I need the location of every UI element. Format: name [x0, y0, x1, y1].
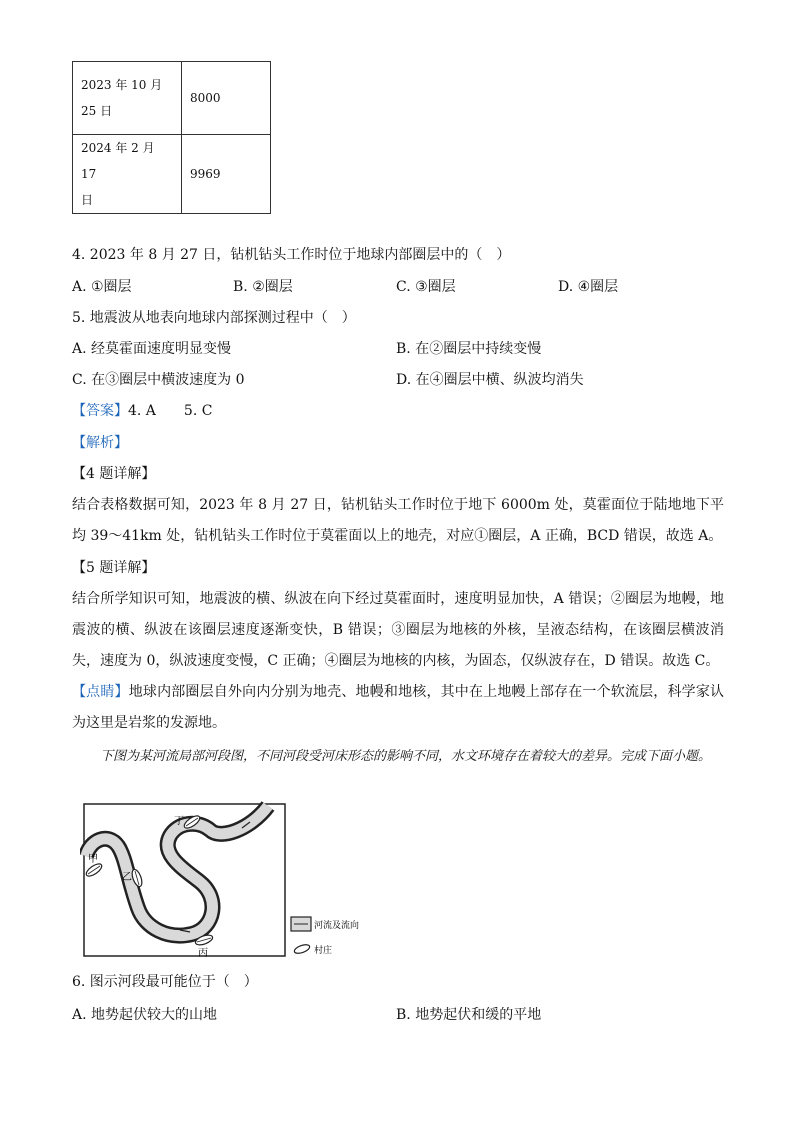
answer-text: 4. A 5. C	[128, 403, 213, 419]
answer-tag: 【答案】	[72, 403, 128, 419]
question-6-stem: 6. 图示河段最可能位于（ ）	[72, 974, 258, 990]
question-5-stem: 5. 地震波从地表向地球内部探测过程中（ ）	[72, 310, 356, 326]
tip-paragraph	[72, 677, 724, 739]
detail-4-title: 【4 题详解】	[72, 466, 156, 482]
detail-4-text: 结合表格数据可知，2023 年 8 月 27 日，钻机钻头工作时位于地下 6000m 处，莫霍面位于陆地地下平均 39～41km 处，钻机钻头工作时位于莫霍面以上的地壳，对应①圈层，A 正确，BCD 错误，故选 A。	[72, 497, 724, 544]
data-table	[72, 61, 271, 214]
table-row	[73, 135, 271, 214]
legend-village-label: 村庄	[314, 946, 333, 956]
q5-option-b: B. 在②圈层中持续变慢	[396, 341, 542, 357]
tip-text: 地球内部圈层自外向内分别为地壳、地幔和地核，其中在上地幔上部存在一个软流层，科学家认为这里是岩浆的发源地。	[72, 684, 725, 731]
section-intro: 下图为某河流局部河段图，不同河段受河床形态的影响不同，水文环境存在着较大的差异。完成下面小题。	[100, 749, 712, 764]
table-cell-date: 2024 年 2 月 17 日	[73, 135, 182, 214]
q6-option-b: B. 地势起伏和缓的平地	[396, 1007, 542, 1023]
q5-option-d: D. 在④圈层中横、纵波均消失	[396, 372, 584, 388]
tip-tag: 【点睛】	[72, 684, 129, 700]
q4-option-d: D. ④圈层	[558, 279, 619, 295]
legend-river-label: 河流及流向	[314, 921, 360, 931]
river-map	[80, 800, 380, 962]
q4-option-a: A. ①圈层	[72, 279, 132, 295]
q4-option-b: B. ②圈层	[233, 279, 293, 295]
legend-river	[291, 917, 359, 931]
label-yi: 乙	[122, 872, 132, 883]
table-cell-value: 8000	[182, 62, 271, 135]
table-cell-date: 2023 年 10 月 25 日	[73, 62, 182, 135]
q6-option-a: A. 地势起伏较大的山地	[72, 1007, 218, 1023]
q5-option-c: C. 在③圈层中横波速度为 0	[72, 372, 245, 388]
label-jia: 甲	[88, 854, 98, 865]
detail-5-title: 【5 题详解】	[72, 560, 156, 576]
label-ding: 丁	[174, 816, 184, 827]
q5-option-a: A. 经莫霍面速度明显变慢	[72, 341, 232, 357]
question-4-stem: 4. 2023 年 8 月 27 日，钻机钻头工作时位于地球内部圈层中的（ ）	[72, 247, 511, 263]
table-cell-value: 9969	[182, 135, 271, 214]
analysis-tag: 【解析】	[72, 435, 128, 451]
legend-village	[293, 943, 332, 956]
detail-5-text: 结合所学知识可知，地震波的横、纵波在向下经过莫霍面时，速度明显加快，A 错误；②圈层为地幔，地震波的横、纵波在该圈层速度逐渐变快，B 错误；③圈层为地核的外核，呈液态结构，在该圈层横波消失，速度为 0，纵波速度变慢，C 正确；④圈层为地核的内核，为固态，仅纵波存在，D 错误。故选 C。	[72, 591, 724, 669]
answer-line	[72, 401, 212, 421]
label-bing: 丙	[198, 948, 208, 959]
table-row	[73, 62, 271, 135]
q4-option-c: C. ③圈层	[396, 279, 456, 295]
village-icon	[293, 943, 310, 955]
